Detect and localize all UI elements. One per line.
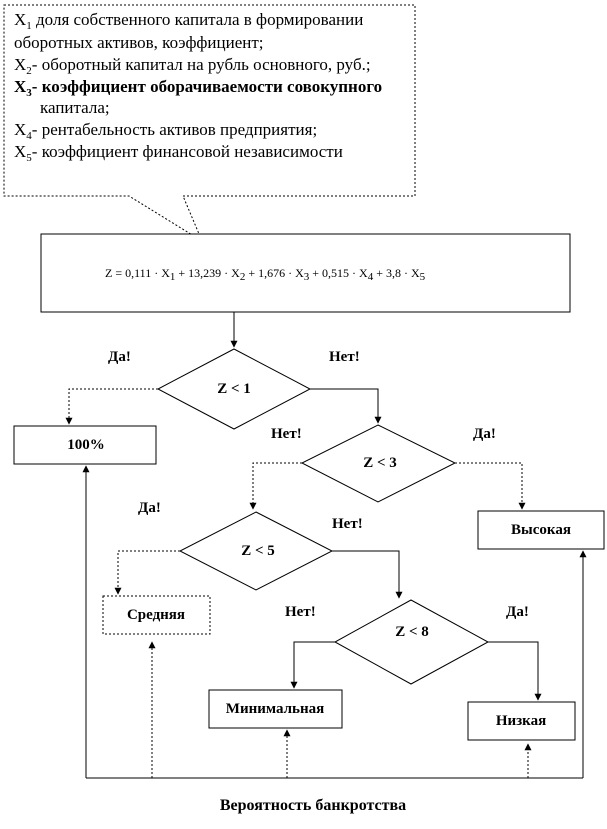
- decision-label: Z < 5: [241, 543, 275, 559]
- legend-variable: X: [14, 55, 27, 74]
- legend-line: [14, 77, 382, 99]
- formula-subscript: 1: [169, 271, 176, 283]
- formula-term: + 1,676 · X: [245, 266, 304, 280]
- formula-term: + 0,515 · X: [309, 266, 368, 280]
- formula-subscript: 5: [419, 271, 426, 283]
- outcome-label: Высокая: [511, 522, 571, 538]
- legend-variable: X: [14, 77, 27, 96]
- formula-term: + 13,239 · X: [175, 266, 240, 280]
- outcome-high: [478, 511, 604, 549]
- legend-line: [40, 98, 110, 117]
- decision-label: Z < 3: [363, 455, 397, 471]
- formula-subscript: 4: [367, 271, 374, 283]
- legend-line: [14, 33, 264, 52]
- no-label: Нет!: [271, 426, 302, 442]
- yes-label: Да!: [108, 349, 131, 365]
- decision-z-lt-8: [335, 600, 488, 684]
- connector-d3-no: [332, 551, 399, 598]
- formula-term: + 3,8 · X: [373, 266, 420, 280]
- legend-subscript: 2: [26, 65, 32, 77]
- legend-description: - коэффициент финансовой независимости: [31, 142, 343, 161]
- legend-description: - оборотный капитал на рубль основного, руб.;: [31, 55, 371, 74]
- outcome-label: Низкая: [495, 713, 547, 729]
- formula-subscript: 2: [239, 271, 246, 283]
- no-label: Нет!: [332, 516, 363, 532]
- connector-d2-yes: [455, 463, 522, 509]
- legend-subscript: 4: [26, 130, 32, 142]
- connector-d4-no: [294, 642, 335, 688]
- no-label: Нет!: [329, 349, 360, 365]
- formula-box: [41, 234, 570, 312]
- formula-subscript: 3: [303, 271, 310, 283]
- outcome-label: Минимальная: [225, 701, 325, 717]
- connector-d2-no: [253, 463, 302, 509]
- connector-d4-yes: [488, 642, 538, 700]
- connector-d3-yes: [118, 551, 180, 594]
- diagram-caption: Вероятность банкротства: [219, 797, 407, 814]
- legend-variable: X: [14, 120, 27, 139]
- formula-prefix: Z = 0,111 · X: [105, 266, 170, 280]
- legend-variable: X: [14, 10, 27, 29]
- legend-line: [14, 55, 371, 77]
- outcome-low: [468, 702, 575, 740]
- legend-subscript: 1: [26, 20, 32, 32]
- legend-variable: X: [14, 142, 27, 161]
- no-label: Нет!: [285, 604, 316, 620]
- outcome-label: 100%: [67, 437, 105, 453]
- decision-diamond: [335, 600, 488, 684]
- connector-d1-yes: [69, 389, 158, 424]
- decision-z-lt-5: [180, 512, 332, 590]
- legend-description: доля собственного капитала в формировании: [31, 10, 364, 29]
- legend-subscript: 5: [26, 152, 32, 164]
- legend-description: оборотных активов, коэффициент;: [14, 33, 264, 52]
- outcome-medium: [103, 596, 210, 634]
- legend-description: - коэффициент оборачиваемости совокупного: [31, 77, 383, 96]
- legend-line: [14, 142, 343, 164]
- decision-z-lt-1: [158, 349, 310, 429]
- decision-z-lt-3: [302, 425, 455, 502]
- legend-description: капитала;: [40, 98, 110, 117]
- legend-line: [14, 120, 317, 142]
- outcome-minimal: [209, 690, 342, 728]
- yes-label: Да!: [473, 426, 496, 442]
- legend-callout: [4, 5, 415, 241]
- yes-label: Да!: [138, 500, 161, 516]
- legend-description: - рентабельность активов предприятия;: [31, 120, 318, 139]
- legend-line: [14, 10, 363, 32]
- yes-label: Да!: [506, 604, 529, 620]
- decision-label: Z < 8: [395, 624, 429, 640]
- connector-d1-no: [310, 389, 378, 423]
- decision-label: Z < 1: [217, 381, 251, 397]
- outcome-label: Средняя: [126, 607, 186, 623]
- legend-subscript: 3: [26, 87, 32, 99]
- outcome-100-percent: [14, 426, 156, 464]
